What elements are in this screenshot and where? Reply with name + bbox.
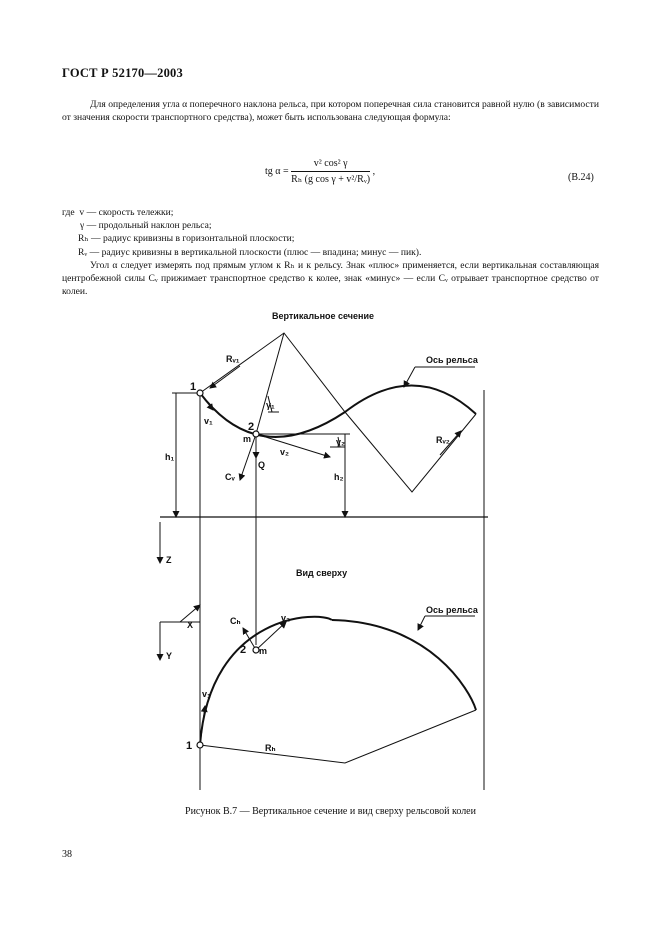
rail-axis-label-bottom: Ось рельса [426,605,478,615]
x-axis-label: X [187,620,194,630]
rail-axis-top-view-right [332,620,476,710]
rh-construction-lines [200,710,476,763]
point-2-label: 2 [248,421,255,433]
formula-lhs: tg α = [265,165,289,177]
formula-denominator-prefix: Rₕ [291,174,303,185]
page-number: 38 [62,849,72,860]
point-1-top-label: 1 [186,740,193,752]
point-2-top-label: 2 [240,644,247,656]
gamma2-label: γ₂ [336,437,346,447]
rail-axis-label-top: Ось рельса [426,355,478,365]
definitions-intro: где [62,207,75,218]
h1-label: h₁ [165,452,175,462]
rail-axis-pointer-bottom [418,616,425,630]
definition-item: Rₕ — радиус кривизны в горизонтальной плоскости; [78,233,295,245]
h2-label: h₂ [334,472,344,482]
y-axis-label: Y [166,651,173,661]
point-1-marker [197,390,203,396]
rail-axis-pointer-top [404,367,415,387]
ch-label: Cₕ [230,616,241,626]
formula-trailing: , [372,165,376,177]
v2-label: v₂ [280,447,290,457]
cv-label: Cᵥ [225,472,235,482]
v2-top-label: v₂ [281,613,291,623]
point-m-label: m [243,434,252,444]
gamma1-label: γ₁ [266,400,275,410]
rv1-label: Rᵥ₁ [226,354,240,364]
v1-top-vector [200,706,205,745]
note-paragraph: Угол α следует измерять под прямым углом к Rₕ и к рельсу. Знак «плюс» применяется, если вертикальная составляющая центробежной силы Cᵥ прижимает транспортное средство к колее, знак «минус» — если Cᵥ отрывает транспортное средство от колеи. [62,260,599,298]
v1-label: v₁ [204,416,213,426]
rv1-arrow [210,366,240,388]
figure-top-title: Вертикальное сечение [272,311,375,321]
document-header: ГОСТ Р 52170—2003 [62,66,183,80]
equation-number: (B.24) [568,172,594,183]
z-axis-label: Z [166,555,172,565]
definition-item: γ — продольный наклон рельса; [80,220,212,232]
q-label: Q [258,460,266,470]
figure-caption: Рисунок В.7 — Вертикальное сечение и вид сверху рельсовой колеи [185,806,476,817]
formula-numerator: v² cos² γ [291,158,370,172]
rh-label: Rₕ [265,743,276,753]
rail-axis-crest [345,385,476,414]
point-m-top-label: m [259,646,268,656]
definition-item: Rᵥ — радиус кривизны в вертикальной плоскости (плюс — впадина; минус — пик). [78,246,422,258]
rail-axis-curve-top-view [200,617,332,745]
intro-paragraph: Для определения угла α поперечного наклона рельса, при котором поперечная сила становится равной нулю (в зависимости от значения скорости транспортного средства), может быть использована следующая формула: [62,99,599,124]
point-1-top-marker [197,742,203,748]
radius-line-to-m [256,333,284,434]
definition-item: где v — скорость тележки; [62,207,174,218]
v2-vector [256,434,330,457]
figure-bottom-title: Вид сверху [296,568,348,578]
v1-top-label: v₁ [202,689,211,699]
point-1-label: 1 [190,381,197,393]
rv2-label: Rᵥ₂ [436,435,450,445]
formula-denominator-body: (g cos γ + v²/Rᵥ) [304,174,371,185]
